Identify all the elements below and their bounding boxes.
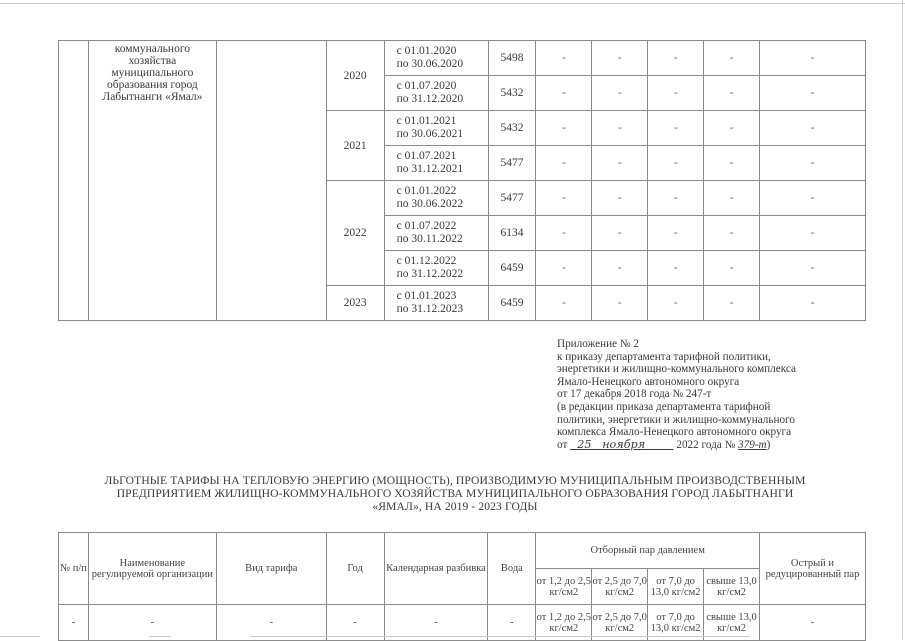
- dash-cell: -: [648, 251, 704, 286]
- period-cell: [384, 76, 488, 111]
- header-org: Наименование регулируемой организации: [88, 533, 216, 605]
- dash-cell: -: [704, 111, 760, 146]
- right-border-line: [902, 0, 903, 640]
- dash-cell: -: [536, 146, 592, 181]
- dash-cell: -: [536, 216, 592, 251]
- steam-sub-cell: от 2,5 до 7,0 кг/см2: [592, 605, 648, 641]
- dash-cell: -: [648, 146, 704, 181]
- org-name-line: коммунального: [114, 43, 191, 55]
- title-line: ПРЕДПРИЯТИЕМ ЖИЛИЩНО-КОММУНАЛЬНОГО ХОЗЯЙСТВА МУНИЦИПАЛЬНОГО ОБРАЗОВАНИЯ ГОРОД ЛАБЫТНАНГИ: [116, 487, 794, 500]
- dash-cell: -: [592, 146, 648, 181]
- header-steam-sub4: свыше 13,0 кг/см2: [704, 569, 760, 605]
- steam-sub-cell: от 1,2 до 2,5 кг/см2: [536, 605, 592, 641]
- appendix-line: энергетики и жилищно-коммунального комплекса: [557, 363, 796, 376]
- title-line: ЛЬГОТНЫЕ ТАРИФЫ НА ТЕПЛОВУЮ ЭНЕРГИЮ (МОЩНОСТЬ), ПРОИЗВОДИМУЮ МУНИЦИПАЛЬНЫМ ПРОИЗВОДСТВЕННЫМ: [104, 474, 806, 487]
- period-from: с 01.12.2022: [396, 255, 457, 267]
- header-water: Вода: [488, 533, 536, 605]
- water-value-cell: 6459: [488, 286, 536, 321]
- header-tariff-type: Вид тарифа: [216, 533, 326, 605]
- water-value-cell: 5477: [488, 181, 536, 216]
- tariff-type-cell: [216, 41, 326, 321]
- tariff-table: [58, 40, 866, 321]
- dash-cell: -: [760, 146, 866, 181]
- period-cell: [384, 146, 488, 181]
- handwritten-month: ноября: [602, 437, 646, 451]
- dash-cell: -: [536, 286, 592, 321]
- dash-cell: -: [704, 251, 760, 286]
- period-cell: [384, 251, 488, 286]
- appendix-line: Приложение № 2: [557, 338, 639, 350]
- period-from: с 01.07.2020: [396, 80, 457, 92]
- steam-sub-cell: свыше 13,0 кг/см2: [704, 605, 760, 641]
- period-to: по 30.06.2021: [396, 128, 464, 140]
- dash-cell: -: [592, 216, 648, 251]
- water-value-cell: 5432: [488, 76, 536, 111]
- dash-cell: -: [536, 76, 592, 111]
- dash-cell: -: [760, 216, 866, 251]
- period-to: по 31.12.2020: [396, 93, 464, 105]
- period-from: с 01.01.2022: [396, 185, 457, 197]
- dash-cell: -: [536, 111, 592, 146]
- dash-cell: -: [592, 76, 648, 111]
- period-cell: [384, 181, 488, 216]
- dash-cell: -: [592, 181, 648, 216]
- dash-cell: -: [704, 181, 760, 216]
- period-from: с 01.07.2022: [396, 220, 457, 232]
- dash-cell: -: [648, 181, 704, 216]
- dash-cell: -: [59, 605, 89, 641]
- header-year: Год: [326, 533, 384, 605]
- dash-cell: -: [592, 41, 648, 76]
- tariff-row: [59, 41, 866, 76]
- year-cell: 2021: [326, 111, 384, 181]
- org-name-cell: [88, 41, 216, 321]
- appendix-line: от 17 декабря 2018 года № 247-т: [557, 388, 712, 401]
- dash-cell: -: [648, 286, 704, 321]
- dash-cell: -: [760, 286, 866, 321]
- date-year: 2022 года №: [676, 438, 736, 451]
- handwritten-day: 25: [577, 437, 592, 451]
- year-cell: 2020: [326, 41, 384, 111]
- dash-cell: -: [648, 76, 704, 111]
- dash-cell: -: [216, 605, 326, 641]
- dash-cell: -: [760, 76, 866, 111]
- dash-cell: -: [648, 111, 704, 146]
- bottom-line: [150, 636, 170, 637]
- dash-cell: -: [704, 41, 760, 76]
- water-value-cell: 6134: [488, 216, 536, 251]
- dash-cell: -: [592, 111, 648, 146]
- dash-cell: -: [648, 216, 704, 251]
- dash-cell: -: [536, 181, 592, 216]
- appendix-note: [557, 338, 796, 451]
- period-cell: [384, 41, 488, 76]
- preferential-tariff-table: [58, 532, 866, 641]
- dash-cell: -: [648, 41, 704, 76]
- header-num: № п/п: [59, 533, 89, 605]
- document-title: [60, 474, 850, 513]
- dash-cell: -: [592, 251, 648, 286]
- dash-cell: -: [384, 605, 488, 641]
- period-from: с 01.01.2021: [396, 115, 457, 127]
- year-cell: 2022: [326, 181, 384, 286]
- dash-cell: -: [704, 286, 760, 321]
- dash-cell: -: [760, 41, 866, 76]
- org-name-line: муниципального: [111, 67, 194, 79]
- period-cell: [384, 216, 488, 251]
- bottom-line: [0, 636, 40, 637]
- title-line: «ЯМАЛ», НА 2019 - 2023 ГОДЫ: [372, 500, 538, 513]
- appendix-line: комплекса Ямало-Ненецкого автономного округа: [557, 426, 792, 439]
- water-value-cell: 6459: [488, 251, 536, 286]
- date-prefix: от: [557, 438, 568, 451]
- period-to: по 30.06.2022: [396, 198, 464, 210]
- dash-cell: -: [88, 605, 216, 641]
- period-to: по 30.11.2022: [396, 233, 463, 245]
- period-to: по 31.12.2023: [396, 303, 464, 315]
- dash-cell: -: [488, 605, 536, 641]
- appendix-line: (в редакции приказа департамента тарифной: [557, 400, 771, 413]
- header-steam: Отборный пар давлением: [536, 533, 760, 569]
- header-steam-sub3: от 7,0 до 13,0 кг/см2: [648, 569, 704, 605]
- period-to: по 31.12.2022: [396, 268, 464, 280]
- appendix-line: к приказу департамента тарифной политики,: [557, 350, 771, 363]
- dash-cell: -: [704, 76, 760, 111]
- dash-cell: -: [592, 286, 648, 321]
- dash-cell: -: [760, 181, 866, 216]
- org-name-line: Лабытнанги «Ямал»: [102, 91, 203, 103]
- header-sharp-steam: Острый и редуцированный пар: [760, 533, 866, 605]
- period-cell: [384, 286, 488, 321]
- row-num-cell: [59, 41, 89, 321]
- org-name-line: хозяйства: [128, 55, 177, 67]
- header-period: Календарная разбивка: [384, 533, 488, 605]
- period-cell: [384, 111, 488, 146]
- period-to: по 30.06.2020: [396, 58, 464, 70]
- period-from: с 01.07.2021: [396, 150, 457, 162]
- org-name-line: образования город: [107, 79, 198, 91]
- dash-cell: -: [760, 605, 866, 641]
- header-steam-sub2: от 2,5 до 7,0 кг/см2: [592, 569, 648, 605]
- steam-sub-cell: от 7,0 до 13,0 кг/см2: [648, 605, 704, 641]
- water-value-cell: 5477: [488, 146, 536, 181]
- dash-cell: -: [760, 251, 866, 286]
- dash-cell: -: [326, 605, 384, 641]
- appendix-line: Ямало-Ненецкого автономного округа: [557, 375, 740, 388]
- water-value-cell: 5498: [488, 41, 536, 76]
- appendix-line: политики, энергетики и жилищно-коммунального: [557, 413, 795, 426]
- water-value-cell: 5432: [488, 111, 536, 146]
- year-cell: 2023: [326, 286, 384, 321]
- bottom-line: [250, 636, 750, 637]
- dash-cell: -: [760, 111, 866, 146]
- period-from: с 01.01.2020: [396, 45, 457, 57]
- dash-cell: -: [704, 216, 760, 251]
- header-steam-sub1: от 1,2 до 2,5 кг/см2: [536, 569, 592, 605]
- dash-cell: -: [704, 146, 760, 181]
- dash-cell: -: [536, 251, 592, 286]
- dash-cell: -: [536, 41, 592, 76]
- period-to: по 31.12.2021: [396, 163, 464, 175]
- date-suffix: ): [766, 438, 771, 451]
- appendix-date-line: [557, 439, 796, 452]
- top-border-line: [0, 3, 905, 4]
- period-from: с 01.01.2023: [396, 290, 457, 302]
- handwritten-number: 379-т: [738, 438, 767, 451]
